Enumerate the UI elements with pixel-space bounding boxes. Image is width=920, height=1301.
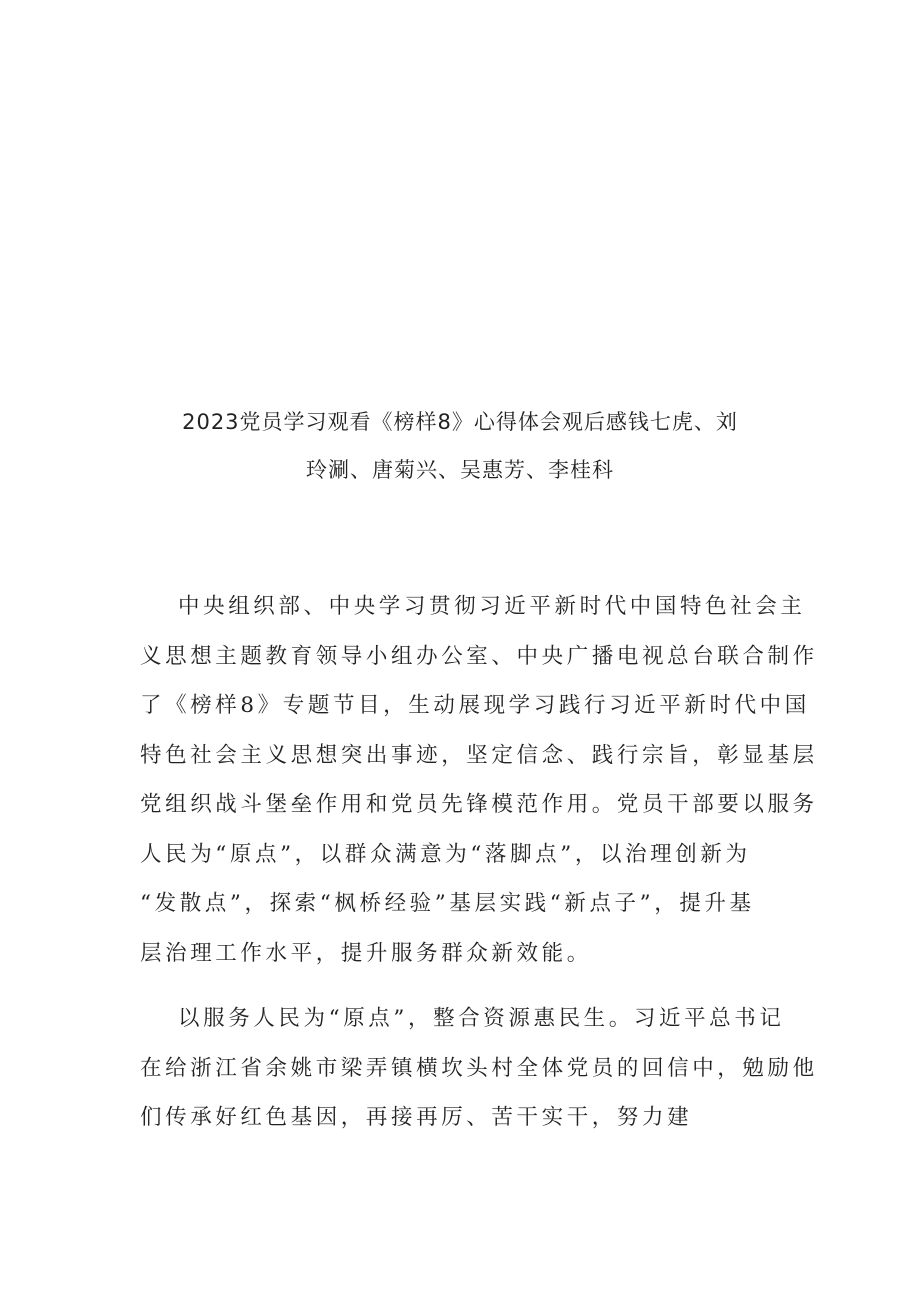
title-line-2: 玲涮、唐菊兴、吴惠芳、李桂科 — [306, 458, 614, 482]
document-body — [140, 582, 818, 1143]
document-title — [130, 398, 790, 494]
paragraph-line: 中央组织部、中央学习贯彻习近平新时代中国特色社会主 — [178, 594, 806, 619]
paragraph-line: 在给浙江省余姚市梁弄镇横坎头村全体党员的回信中，勉励他 — [140, 1055, 818, 1081]
paragraph-line: 党组织战斗堡垒作用和党员先锋模范作用。党员干部要以服务 — [140, 792, 818, 817]
paragraph-line: 了《榜样8》专题节目，生动展现学习践行习近平新时代中国 — [140, 693, 810, 718]
paragraph-line: 义思想主题教育领导小组办公室、中央广播电视总台联合制作 — [140, 643, 818, 669]
paragraph-line: 人民为“原点”，以群众满意为“落脚点”，以治理创新为 — [140, 841, 751, 867]
paragraph-1 — [140, 582, 818, 978]
paragraph-line: 以服务人民为“原点”，整合资源惠民生。习近平总书记 — [178, 1006, 785, 1031]
paragraph-line: 们传承好红色基因，再接再厉、苦干实干，努力建 — [140, 1105, 693, 1130]
paragraph-2 — [140, 994, 818, 1143]
title-line-1: 2023党员学习观看《榜样8》心得体会观后感钱七虎、刘 — [182, 410, 738, 434]
paragraph-line: “发散点”，探索“枫桥经验”基层实践“新点子”，提升基 — [140, 891, 755, 916]
paragraph-line: 层治理工作水平，提升服务群众新效能。 — [140, 940, 592, 966]
paragraph-line: 特色社会主义思想突出事迹，坚定信念、践行宗旨，彰显基层 — [140, 742, 818, 768]
